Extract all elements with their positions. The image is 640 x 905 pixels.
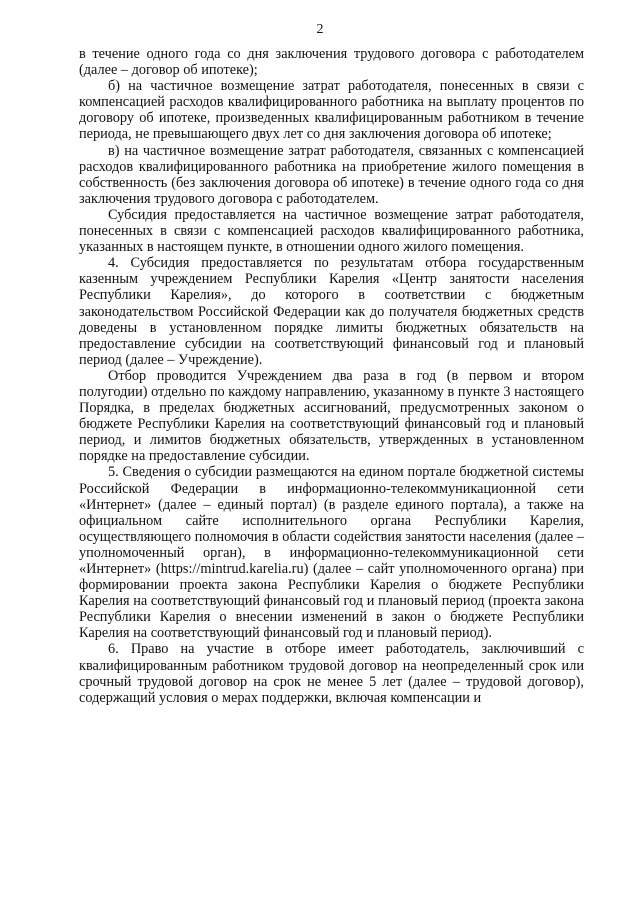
paragraph-item-b: б) на частичное возмещение затрат работодателя, понесенных в связи с компенсацией расходов квалифицированного работника на выплату процентов по договору об ипотеке, произведенных квалифицированным работником в течение периода, не превышающего двух лет со дня заключения договора об ипотеке; — [79, 78, 584, 143]
paragraph-selection: Отбор проводится Учреждением два раза в год (в первом и втором полугодии) отдельно по каждому направлению, указанному в пункте 3 настоящего Порядка, в пределах бюджетных ассигнований, предусмотренных законом о бюджете Республики Карелия на соответствующий финансовый год и плановый период, и лимитов бюджетных обязательств, утвержденных в установленном порядке на предоставление субсидии. — [79, 367, 584, 465]
paragraph-clause-6: 6. Право на участие в отборе имеет работодатель, заключивший с квалифицированным работником трудовой договор на неопределенный срок или срочный трудовой договор на срок не менее 5 лет (далее – трудовой договор), содержащий условия о мерах поддержки, включая компенсации и — [79, 641, 584, 706]
document-body — [79, 46, 584, 706]
paragraph-item-v: в) на частичное возмещение затрат работодателя, связанных с компенсацией расходов квалифицированного работника на приобретение жилого помещения в собственность (без заключения договора об ипотеке) в течение одного года со дня заключения трудового договора с работодателем. — [79, 142, 584, 207]
paragraph-clause-5: 5. Сведения о субсидии размещаются на едином портале бюджетной системы Российской Федерации в информационно-телекоммуникационной сети «Интернет» (далее – единый портал) (в разделе единого портала), а также на официальном сайте исполнительного органа Республики Карелия, осуществляющего полномочия в области содействия занятости населения (далее – уполномоченный орган), в информационно-телекоммуникационной сети «Интернет» (https://mintrud.karelia.ru) (далее – сайт уполномоченного органа) при формировании проекта закона Республики Карелия о бюджете Республики Карелия на соответствующий финансовый год и плановый период (проекта закона Республики Карелия о внесении изменений в закон о бюджете Республики Карелия на соответствующий финансовый год и плановый период). — [79, 464, 584, 642]
paragraph-subsidy-note: Субсидия предоставляется на частичное возмещение затрат работодателя, понесенных в связи с компенсацией расходов квалифицированного работника, указанных в настоящем пункте, в отношении одного жилого помещения. — [79, 206, 584, 256]
paragraph-clause-4: 4. Субсидия предоставляется по результатам отбора государственным казенным учреждением Республики Карелия «Центр занятости населения Республики Карелия», до которого в соответствии с бюджетным законодательством Российской Федерации как до получателя бюджетных средств доведены в установленном порядке лимиты бюджетных обязательств на предоставление субсидии на соответствующий финансовый год и плановый период (далее – Учреждение). — [79, 255, 584, 368]
paragraph-continuation: в течение одного года со дня заключения трудового договора с работодателем (далее – договор об ипотеке); — [79, 46, 584, 79]
page-number: 2 — [316, 22, 324, 37]
